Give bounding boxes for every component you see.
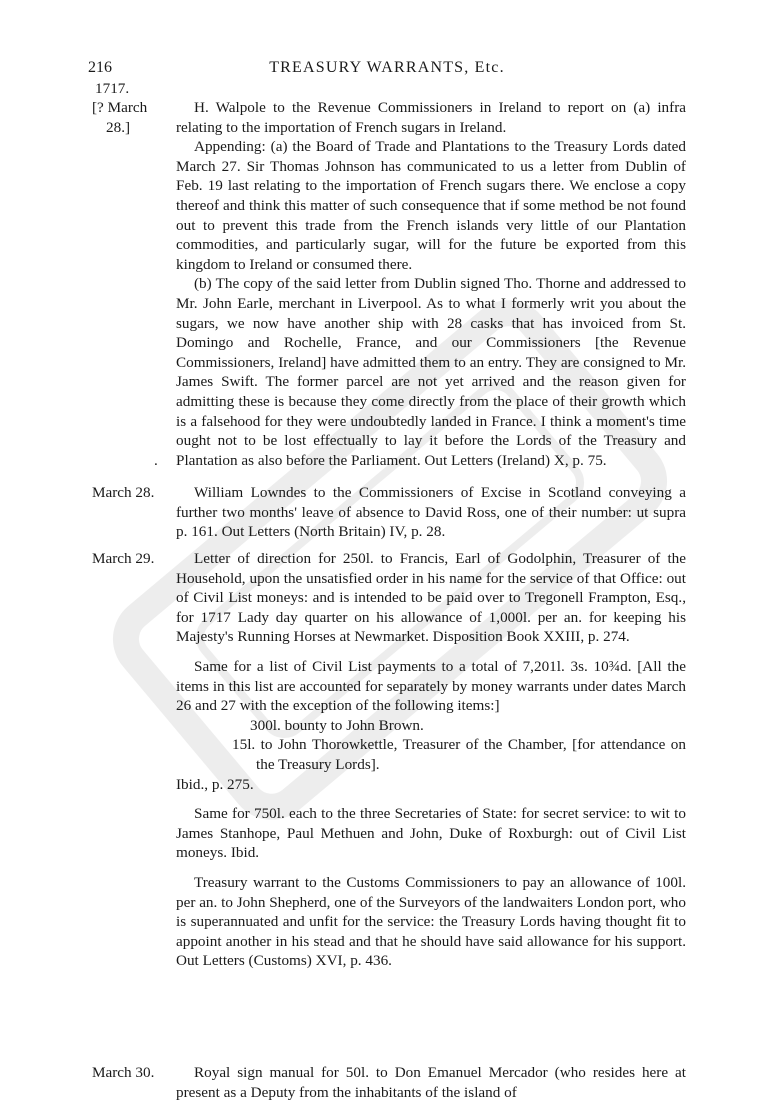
list-item: 300l. bounty to John Brown. bbox=[250, 716, 424, 734]
running-head: TREASURY WARRANTS, Etc. bbox=[269, 59, 505, 76]
entry-body bbox=[176, 549, 686, 971]
entry-body bbox=[176, 483, 686, 542]
citation: Ibid., p. 275. bbox=[176, 775, 254, 793]
paragraph: Royal sign manual for 50l. to Don Emanuel Mercador (who resides here at present as a Deputy from the inhabitants of the island of bbox=[176, 1064, 686, 1101]
entry-date: March 29. bbox=[92, 550, 155, 567]
date-line: 28.] bbox=[106, 118, 131, 136]
paragraph: H. Walpole to the Revenue Commissioners in Ireland to report on (a) infra relating to the importation of French sugars in Ireland. bbox=[176, 99, 686, 136]
paragraph: Letter of direction for 250l. to Francis, Earl of Godolphin, Treasurer of the Household, upon the unsatisfied order in his name for the service of that Office: out of Civil List moneys: and is intended to be paid over to Tregonell Frampton, Esq., for 1717 Lady day quarter on his allowance of 1,000l. per an. for keeping his Majesty's Running Horses at Newmarket. Disposition Book XXIII, p. 274. bbox=[176, 550, 686, 646]
entry-date bbox=[92, 98, 172, 137]
paragraph: (b) The copy of the said letter from Dublin signed Tho. Thorne and addressed to Mr. John Earle, merchant in Liverpool. As to what I formerly writ you about the sugars, we now have another ship with 28 casks that has invoiced from St. Domingo and Rochelle, France, and our Commissioners [the Revenue Commissioners, Ireland] have admitted them to an entry. They are consigned to Mr. James Swift. The former parcel are not yet arrived and the reason given for admitting these is because they come directly from the place of their growth which is a falsehood for they were undoubtedly landed in France. I think a moment's time ought not to be lost effectually to lay it before the Lords of the Treasury and Plantation as also before the Parliament. Out Letters (Ireland) X, p. 75. bbox=[176, 275, 686, 469]
date-line: [? March bbox=[92, 99, 148, 116]
list-item: 15l. to John Thorowkettle, Treasurer of the Chamber, [for attendance on the Treasury Lords]. bbox=[232, 736, 686, 773]
paragraph: Appending: (a) the Board of Trade and Plantations to the Treasury Lords dated March 27. Sir Thomas Johnson has communicated to us a letter from Dublin of Feb. 19 last relating to the importation of French sugars there. We enclose a copy thereof and think this matter of such consequence that if some method be not found out to prevent this trade from the French islands very little of our Plantation commodities, and particularly sugar, will for the future be exported from this kingdom to Ireland or consumed there. bbox=[176, 138, 686, 273]
paragraph: William Lowndes to the Commissioners of Excise in Scotland conveying a further two months' leave of absence to David Ross, one of their number: ut supra p. 161. Out Letters (North Britain) IV, p. 28. bbox=[176, 484, 686, 541]
year-label: 1717. bbox=[95, 80, 130, 97]
page-header bbox=[88, 58, 686, 80]
entry-body bbox=[176, 1063, 686, 1102]
page-number: 216 bbox=[88, 59, 112, 76]
paragraph: Treasury warrant to the Customs Commissioners to pay an allowance of 100l. per an. to John Shepherd, one of the Surveyors of the landwaiters London port, who is superannuated and unfit for the service: the Treasury Lords having thought fit to appoint another in his stead and that he should have said allowance for his support. Out Letters (Customs) XVI, p. 436. bbox=[176, 873, 686, 970]
entry-date: March 30. bbox=[92, 1064, 155, 1081]
entry-body bbox=[176, 98, 686, 470]
paragraph: Same for a list of Civil List payments to a total of 7,201l. 3s. 10¾d. [All the items in this list are accounted for separately by money warrants under dates March 26 and 27 with the exception of the following items:] bbox=[176, 657, 686, 715]
entry-date: March 28. bbox=[92, 484, 155, 501]
paragraph: Same for 750l. each to the three Secretaries of State: for secret service: to wit to James Stanhope, Paul Methuen and John, Duke of Roxburgh: out of Civil List moneys. Ibid. bbox=[176, 805, 686, 862]
margin-dot: . bbox=[154, 452, 158, 469]
